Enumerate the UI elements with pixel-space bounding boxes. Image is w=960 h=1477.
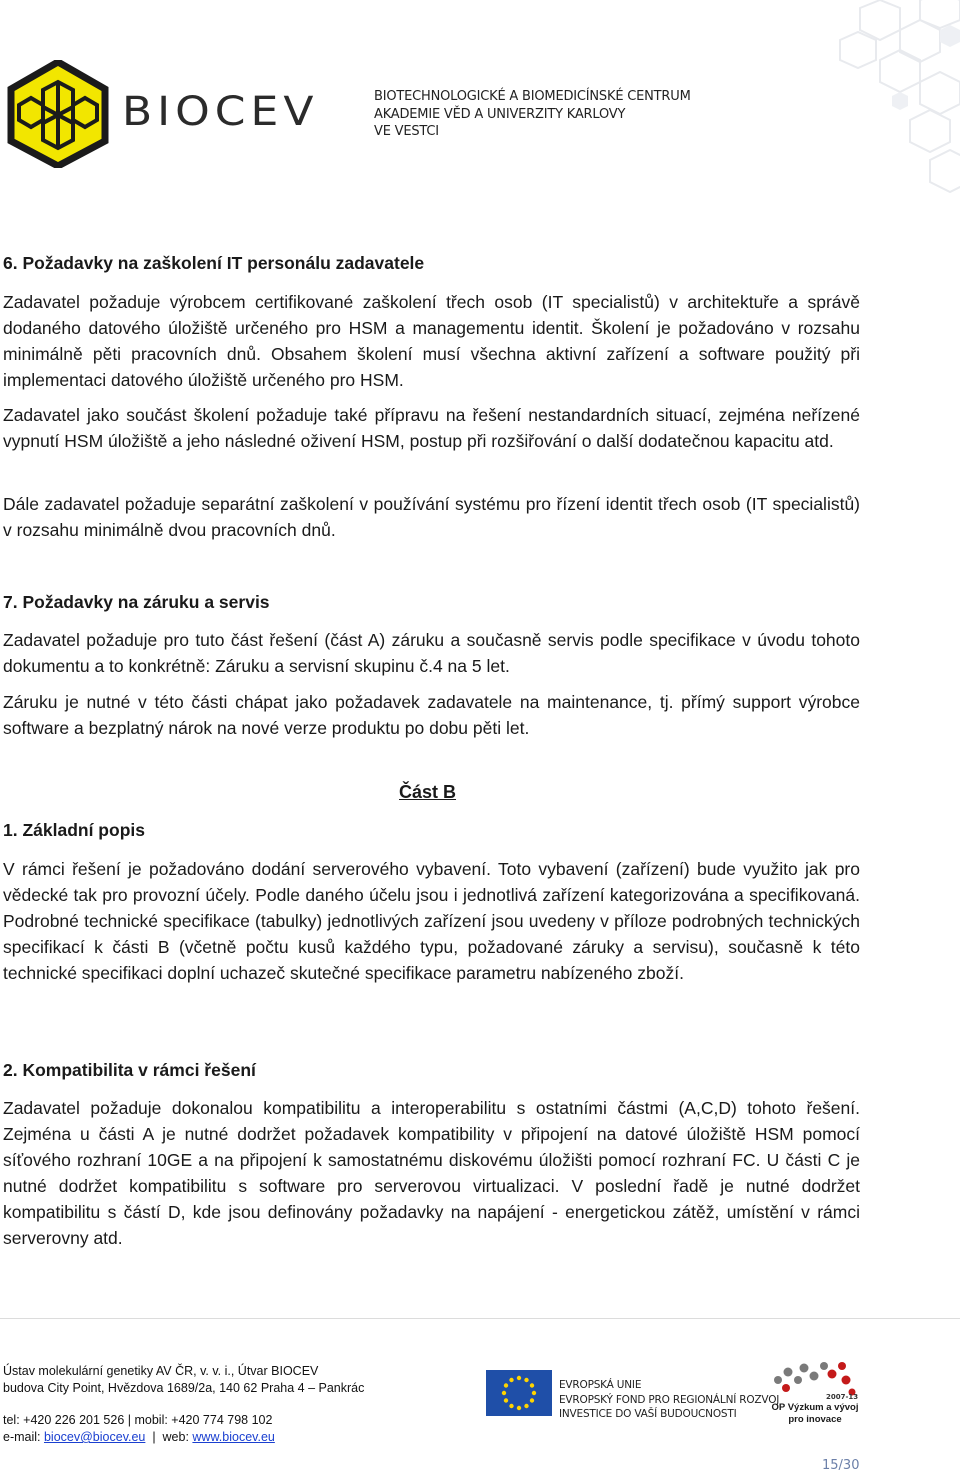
footer-separator — [0, 1318, 960, 1319]
footer-phone: tel: +420 226 201 526 | mobil: +420 774 798 102 — [3, 1413, 273, 1427]
logo-wordmark: BIOCEV — [122, 88, 319, 135]
op-vavpi-label — [770, 1402, 860, 1426]
institution-line: VE VESTCI — [374, 124, 439, 139]
section-heading-7: 7. Požadavky na záruku a servis — [3, 592, 270, 612]
email-label: e-mail: — [3, 1430, 44, 1444]
institution-line: BIOTECHNOLOGICKÉ A BIOMEDICÍNSKÉ CENTRUM — [374, 89, 691, 104]
op-label-line: OP Výzkum a vývoj — [771, 1402, 859, 1413]
paragraph: Záruku je nutné v této části chápat jako požadavek zadavatele na maintenance, tj. přímý support výrobce software a bezplatný nárok na nové verze produktu po dobu pěti let. — [3, 692, 860, 738]
footer-address — [3, 1363, 364, 1397]
footer-line: Ústav molekulární genetiky AV ČR, v. v. i., Útvar BIOCEV — [3, 1364, 319, 1378]
web-label: | web: — [145, 1430, 193, 1444]
part-b-title: Část B — [399, 782, 457, 802]
institution-line: AKADEMIE VĚD A UNIVERZITY KARLOVY — [374, 106, 626, 122]
footer-contact — [3, 1412, 275, 1446]
op-vavpi-logo-icon — [772, 1358, 858, 1404]
eu-label — [559, 1378, 779, 1422]
eu-label-line: EVROPSKÁ UNIE — [559, 1379, 642, 1391]
eu-label-line: EVROPSKÝ FOND PRO REGIONÁLNÍ ROZVOJ — [559, 1393, 780, 1406]
web-link[interactable]: www.biocev.eu — [192, 1430, 275, 1444]
section-heading-b1: 1. Základní popis — [3, 820, 145, 840]
institution-name — [374, 88, 691, 141]
paragraph: Dále zadavatel požaduje separátní zaškolení v používání systému pro řízení identit třech osob (IT specialistů) v rozsahu minimálně dvou pracovních dnů. — [3, 494, 860, 540]
paragraph: Zadavatel jako součást školení požaduje také přípravu na řešení nestandardních situací, zejména neřízené vypnutí HSM úložiště a jeho následné oživení HSM, postup při rozšiřování o další dodatečnou kapacitu atd. — [3, 405, 860, 451]
section-heading-b2: 2. Kompatibilita v rámci řešení — [3, 1060, 256, 1080]
footer-line: budova City Point, Hvězdova 1689/2a, 140 62 Praha 4 – Pankrác — [3, 1381, 365, 1395]
eu-flag-icon — [486, 1370, 552, 1416]
op-label-line: pro inovace — [788, 1414, 842, 1425]
biocev-logo-icon — [3, 60, 113, 168]
email-link[interactable]: biocev@biocev.eu — [43, 1430, 146, 1444]
paragraph: Zadavatel požaduje dokonalou kompatibilitu a interoperabilitu s ostatními částmi (A,C,D) tohoto řešení. Zejména u části A je nutné dodržet požadavek kompatibility v připojení na datové úložiště HSM pomocí síťového rozhraní 10GE a na připojení k samostatnému diskovému úložišti pomocí rozhraní FC. U části C je nutné dodržet kompatibilitu s software pro serverovou virtualizaci. V poslední řadě je nutné dodržet kompatibilitu s částí D, kde jsou definovány požadavky na napájení - energetickou zátěž, umístění v rámci serverovny atd. — [3, 1098, 860, 1248]
op-years: 2007-13 — [826, 1393, 858, 1401]
paragraph: V rámci řešení je požadováno dodání serverového vybavení. Toto vybavení (zařízení) bude využito jak pro vědecké tak pro provozní účely. Podle daného účelu jsou i jednotlivá zařízení kategorizována a specifikovaná. Podrobné technické specifikace (tabulky) jednotlivých zařízení jsou uvedeny v příloze podrobných technických specifikací k části B (včetně počtu kusů každého typu, požadované záruky a servisu), současně k této technické specifikaci doplní uchazeč skutečné specifikace parametru nabízeného zboží. — [3, 859, 860, 983]
footer-links — [3, 1429, 275, 1446]
eu-label-line: INVESTICE DO VAŠÍ BUDOUCNOSTI — [559, 1408, 737, 1420]
page-number: 15/30 — [822, 1458, 860, 1473]
paragraph: Zadavatel požaduje pro tuto část řešení (část A) záruku a současně servis podle specifikace v úvodu tohoto dokumentu a to konkrétně: Záruku a servisní skupinu č.4 na 5 let. — [3, 630, 860, 676]
paragraph: Zadavatel požaduje výrobcem certifikované zaškolení třech osob (IT specialistů) v architektuře a správě dodaného datového úložiště určeného pro HSM a managementu identit. Školení je požadováno v rozsahu minimálně pěti pracovních dnů. Obsahem školení musí všechna aktivní zařízení a software použitý při implementaci datového úložiště určeného pro HSM. — [3, 292, 860, 390]
section-heading-6: 6. Požadavky na zaškolení IT personálu zadavatele — [3, 253, 425, 273]
